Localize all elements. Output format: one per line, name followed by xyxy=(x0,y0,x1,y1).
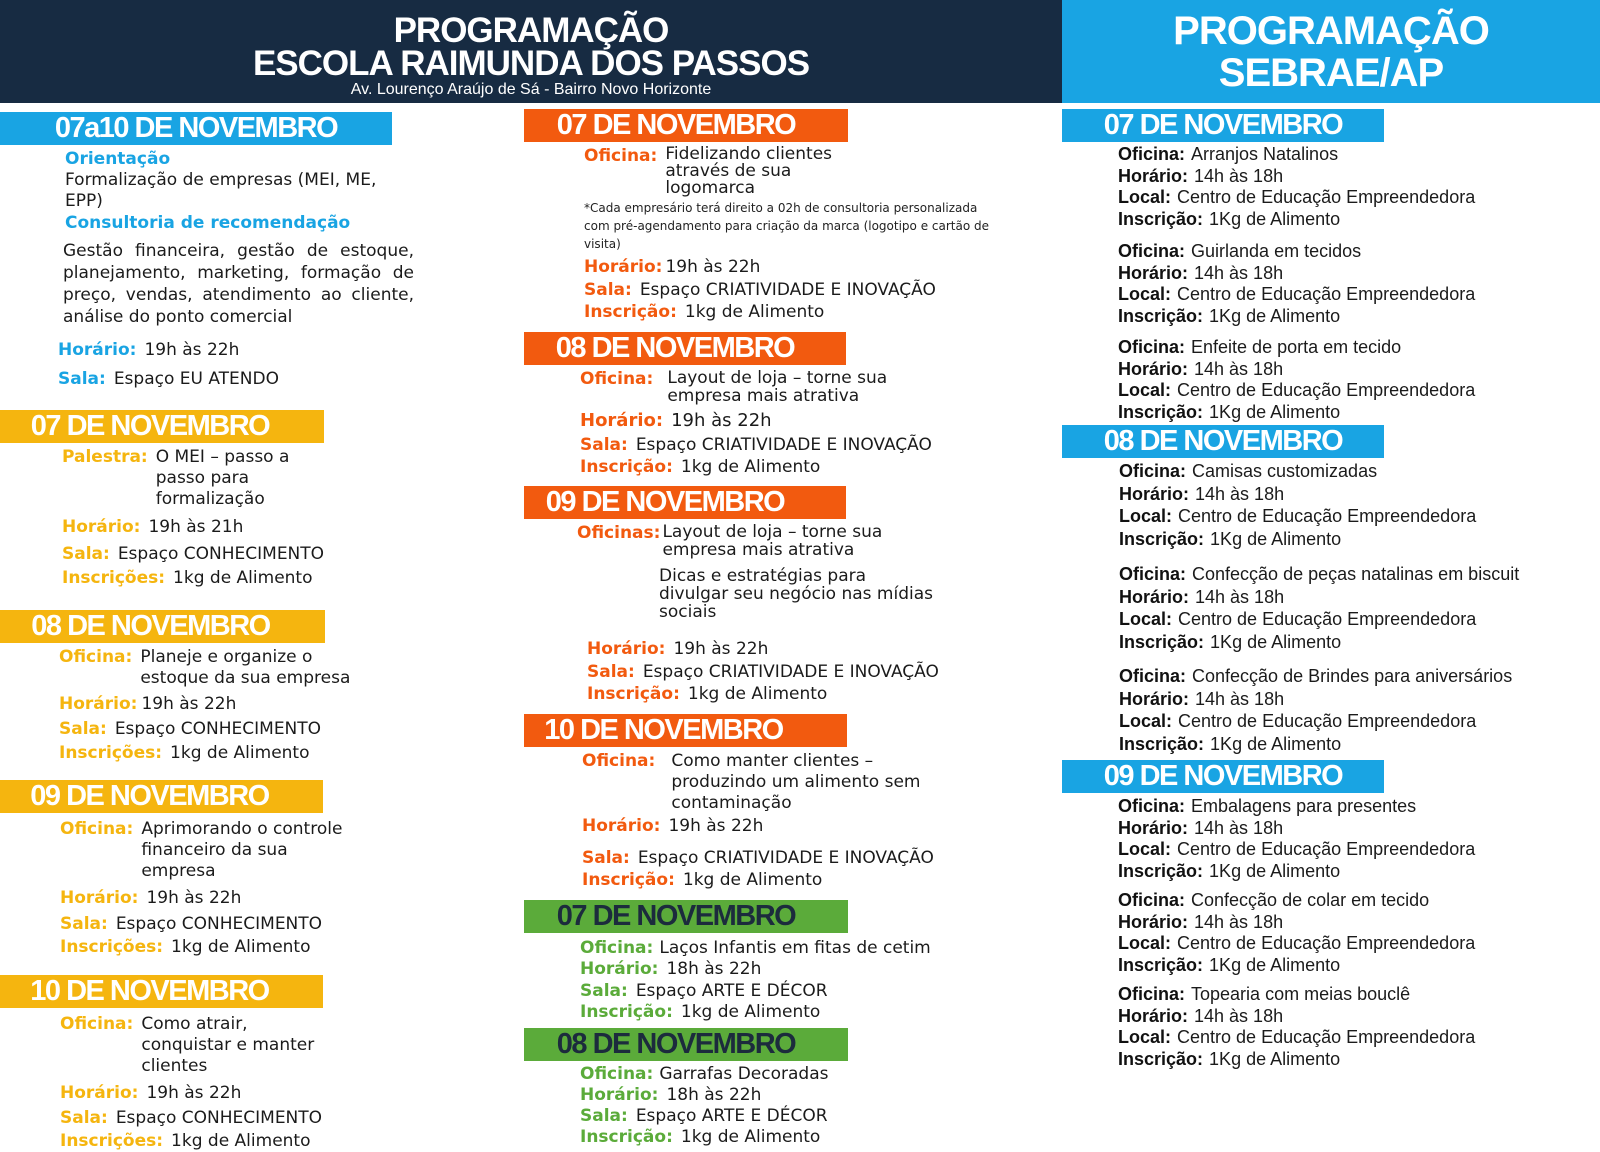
sebrae-workshop xyxy=(1118,337,1600,423)
inscricao-label: Inscrição: xyxy=(584,302,677,322)
left-column xyxy=(0,103,420,1152)
date-banner: 07 DE NOVEMBRO xyxy=(524,109,848,142)
inscricao-value: 1Kg de Alimento xyxy=(1210,733,1342,754)
oficina-label: Oficina: xyxy=(580,1064,654,1084)
oficina-label: Oficina: xyxy=(1119,461,1187,481)
oficina-label: Oficina: xyxy=(582,751,656,771)
date-banner: 09 DE NOVEMBRO xyxy=(0,780,323,813)
inscricao-value: 1kg de Alimento xyxy=(684,302,825,322)
oficina-title: Embalagens para presentes xyxy=(1191,796,1417,816)
oficinas-label: Oficinas: xyxy=(577,523,661,543)
sala-value: Espaço CONHECIMENTO xyxy=(117,544,325,564)
sebrae-workshop xyxy=(1118,890,1600,976)
sala-label: Sala: xyxy=(58,369,106,389)
oficina-label: Oficina: xyxy=(584,146,658,166)
sala-value: Espaço ARTE E DÉCOR xyxy=(635,1106,828,1126)
oficina-title: Topearia com meias bouclê xyxy=(1191,984,1411,1004)
inscricoes-value: 1kg de Alimento xyxy=(170,743,310,763)
header-title-line1: PROGRAMAÇÃO xyxy=(393,11,669,50)
inscricao-label: Inscrição: xyxy=(1118,401,1204,422)
inscricao-value: 1kg de Alimento xyxy=(680,457,821,477)
sebrae-day xyxy=(1062,425,1600,755)
inscricao-value: 1kg de Alimento xyxy=(687,684,828,704)
sala-label: Sala: xyxy=(580,1106,628,1126)
inscricao-value: 1kg de Alimento xyxy=(682,870,823,890)
inscricao-label: Inscrição: xyxy=(1118,208,1204,229)
oficina-title: Planeje e organize o estoque da sua empresa xyxy=(140,647,351,688)
header-sebrae xyxy=(1062,0,1600,103)
oficina-label: Oficina: xyxy=(60,819,134,839)
inscricao-label: Inscrição: xyxy=(1118,305,1204,326)
header-address: Av. Lourenço Araújo de Sá - Bairro Novo Horizonte xyxy=(350,81,712,98)
inscricao-value: 1Kg de Alimento xyxy=(1209,305,1341,326)
sala-value: Espaço CRIATIVIDADE E INOVAÇÃO xyxy=(637,848,934,868)
sebrae-workshop xyxy=(1118,144,1600,230)
event-block xyxy=(524,714,1024,891)
horario-label: Horário: xyxy=(60,888,139,908)
oficina-title-1: Layout de loja – torne sua empresa mais atrativa xyxy=(662,522,883,560)
sebrae-workshop xyxy=(1119,461,1600,550)
event-block xyxy=(524,486,1024,705)
header-sebrae-line2: SEBRAE/AP xyxy=(1218,51,1444,95)
inscricoes-label: Inscrições: xyxy=(60,1131,164,1151)
horario-label: Horário: xyxy=(60,1083,139,1103)
inscricao-value: 1Kg de Alimento xyxy=(1209,860,1341,881)
horario-value: 14h às 18h xyxy=(1194,358,1284,379)
oficina-title: Confecção de colar em tecido xyxy=(1191,890,1430,910)
horario-value: 14h às 18h xyxy=(1194,262,1284,283)
horario-value: 19h às 22h xyxy=(673,639,769,659)
palestra-label: Palestra: xyxy=(62,447,148,467)
oficina-label: Oficina: xyxy=(60,1014,134,1034)
horario-label: Horário: xyxy=(1119,483,1190,504)
sala-value: Espaço CRIATIVIDADE E INOVAÇÃO xyxy=(635,435,932,455)
oficina-title: Arranjos Natalinos xyxy=(1191,144,1339,164)
horario-value: 19h às 22h xyxy=(668,816,764,836)
horario-value: 18h às 22h xyxy=(666,959,762,979)
sala-value: Espaço ARTE E DÉCOR xyxy=(635,981,828,1001)
oficina-label: Oficina: xyxy=(1118,144,1186,164)
sala-value: Espaço CRIATIVIDADE E INOVAÇÃO xyxy=(642,662,939,682)
local-label: Local: xyxy=(1118,839,1172,859)
sebrae-day xyxy=(1062,760,1600,1070)
local-value: Centro de Educação Empreendedora xyxy=(1178,506,1477,526)
oficina-title: Layout de loja – torne sua empresa mais atrativa xyxy=(667,368,888,406)
sebrae-workshop xyxy=(1118,796,1600,882)
local-value: Centro de Educação Empreendedora xyxy=(1178,609,1477,629)
inscricao-label: Inscrição: xyxy=(1119,631,1205,652)
inscricoes-value: 1kg de Alimento xyxy=(173,568,313,588)
horario-value: 14h às 18h xyxy=(1194,817,1284,838)
sala-label: Sala: xyxy=(582,848,630,868)
oficina-title: Guirlanda em tecidos xyxy=(1191,241,1362,261)
local-value: Centro de Educação Empreendedora xyxy=(1177,187,1476,207)
horario-value: 14h às 18h xyxy=(1195,483,1285,504)
date-banner: 08 DE NOVEMBRO xyxy=(524,1028,848,1061)
horario-label: Horário: xyxy=(580,1085,659,1105)
inscricoes-label: Inscrições: xyxy=(62,568,166,588)
horario-label: Horário: xyxy=(1118,817,1189,838)
horario-label: Horário: xyxy=(580,410,664,431)
oficina-label: Oficina: xyxy=(1118,241,1186,261)
sala-label: Sala: xyxy=(580,435,628,455)
date-banner: 07 DE NOVEMBRO xyxy=(1062,109,1384,142)
oficina-label: Oficina: xyxy=(580,938,654,958)
consultoria-text: Gestão financeira, gestão de estoque, planejamento, marketing, formação de preço, vendas, atendimento ao cliente, análise do ponto comercial xyxy=(63,241,414,327)
oficina-title: Como manter clientes – produzindo um alimento sem contaminação xyxy=(671,751,921,813)
event-block xyxy=(524,332,1024,478)
horario-label: Horário: xyxy=(580,959,659,979)
orientacao-text: Formalização de empresas (MEI, ME, EPP) xyxy=(65,170,377,211)
horario-value: 19h às 22h xyxy=(144,340,240,360)
consultoria-label: Consultoria de recomendação xyxy=(65,213,351,233)
date-banner: 08 DE NOVEMBRO xyxy=(1062,425,1384,458)
horario-value: 19h às 22h xyxy=(671,410,772,431)
sala-label: Sala: xyxy=(580,981,628,1001)
sala-value: Espaço CONHECIMENTO xyxy=(115,1108,323,1128)
inscricao-value: 1Kg de Alimento xyxy=(1209,1048,1341,1069)
date-banner: 07 DE NOVEMBRO xyxy=(0,410,324,443)
local-label: Local: xyxy=(1119,506,1173,526)
horario-label: Horário: xyxy=(59,694,138,714)
oficina-label: Oficina: xyxy=(59,647,133,667)
event-block xyxy=(0,780,420,958)
sala-label: Sala: xyxy=(60,1108,108,1128)
sala-value: Espaço CRIATIVIDADE E INOVAÇÃO xyxy=(639,280,936,300)
inscricao-value: 1Kg de Alimento xyxy=(1210,631,1342,652)
event-block xyxy=(524,109,1024,323)
oficina-title: Confecção de peças natalinas em biscuit xyxy=(1192,564,1520,584)
horario-label: Horário: xyxy=(582,816,661,836)
inscricao-label: Inscrição: xyxy=(1118,1048,1204,1069)
local-label: Local: xyxy=(1118,284,1172,304)
date-banner: 07a10 DE NOVEMBRO xyxy=(0,112,392,145)
sebrae-day xyxy=(1062,109,1600,423)
oficina-title: Camisas customizadas xyxy=(1192,461,1378,481)
sala-value: Espaço CONHECIMENTO xyxy=(114,719,322,739)
event-block xyxy=(0,610,420,764)
local-label: Local: xyxy=(1119,609,1173,629)
horario-label: Horário: xyxy=(584,257,663,277)
local-value: Centro de Educação Empreendedora xyxy=(1178,711,1477,731)
date-banner: 09 DE NOVEMBRO xyxy=(1062,760,1384,793)
oficina-label: Oficina: xyxy=(1118,984,1186,1004)
inscricao-label: Inscrição: xyxy=(1118,860,1204,881)
header-title-line2: ESCOLA RAIMUNDA DOS PASSOS xyxy=(252,44,810,83)
horario-label: Horário: xyxy=(58,340,137,360)
event-block xyxy=(0,975,420,1152)
horario-label: Horário: xyxy=(587,639,666,659)
local-value: Centro de Educação Empreendedora xyxy=(1177,933,1476,953)
oficina-title: Confecção de Brindes para aniversários xyxy=(1192,666,1513,686)
sala-label: Sala: xyxy=(62,544,110,564)
oficina-title: Como atrair, conquistar e manter clientes xyxy=(141,1014,315,1076)
horario-value: 14h às 18h xyxy=(1195,586,1285,607)
oficina-label: Oficina: xyxy=(1119,666,1187,686)
local-value: Centro de Educação Empreendedora xyxy=(1177,839,1476,859)
horario-label: Horário: xyxy=(1118,165,1189,186)
horario-label: Horário: xyxy=(1118,262,1189,283)
inscricao-label: Inscrição: xyxy=(1119,528,1205,549)
oficina-label: Oficina: xyxy=(1118,796,1186,816)
horario-label: Horário: xyxy=(1119,586,1190,607)
header-sebrae-line1: PROGRAMAÇÃO xyxy=(1173,9,1489,53)
orientacao-label: Orientação xyxy=(65,149,171,169)
local-label: Local: xyxy=(1119,711,1173,731)
local-label: Local: xyxy=(1118,1027,1172,1047)
oficina-label: Oficina: xyxy=(580,369,654,389)
sala-label: Sala: xyxy=(587,662,635,682)
consultoria-note: *Cada empresário terá direito a 02h de consultoria personalizada com pré-agendamento para criação da marca (logotipo e cartão de visita) xyxy=(584,201,989,251)
horario-label: Horário: xyxy=(1118,1005,1189,1026)
local-value: Centro de Educação Empreendedora xyxy=(1177,380,1476,400)
inscricao-value: 1kg de Alimento xyxy=(680,1002,821,1022)
sala-label: Sala: xyxy=(584,280,632,300)
inscricao-value: 1Kg de Alimento xyxy=(1209,401,1341,422)
horario-value: 14h às 18h xyxy=(1195,688,1285,709)
horario-label: Horário: xyxy=(62,517,141,537)
sebrae-column xyxy=(1062,103,1600,1070)
inscricoes-value: 1kg de Alimento xyxy=(171,937,311,957)
event-block xyxy=(0,410,420,589)
sala-value: Espaço CONHECIMENTO xyxy=(115,914,323,934)
oficina-label: Oficina: xyxy=(1119,564,1187,584)
oficina-label: Oficina: xyxy=(1118,890,1186,910)
horario-value: 19h às 22h xyxy=(146,1083,242,1103)
inscricao-label: Inscrição: xyxy=(587,684,680,704)
inscricao-label: Inscrição: xyxy=(580,1127,673,1147)
local-label: Local: xyxy=(1118,380,1172,400)
inscricao-value: 1Kg de Alimento xyxy=(1209,954,1341,975)
oficina-title: Fidelizando clientes através de sua logomarca xyxy=(665,144,833,198)
header-escola xyxy=(0,0,1062,103)
local-label: Local: xyxy=(1118,933,1172,953)
inscricao-label: Inscrição: xyxy=(580,1002,673,1022)
date-banner: 09 DE NOVEMBRO xyxy=(524,486,846,519)
sala-label: Sala: xyxy=(60,914,108,934)
date-banner: 10 DE NOVEMBRO xyxy=(0,975,323,1008)
horario-value: 18h às 22h xyxy=(666,1085,762,1105)
date-banner: 07 DE NOVEMBRO xyxy=(524,900,848,933)
horario-value: 14h às 18h xyxy=(1194,1005,1284,1026)
oficina-title: Aprimorando o controle financeiro da sua empresa xyxy=(141,819,343,881)
inscricoes-label: Inscrições: xyxy=(60,937,164,957)
inscricoes-label: Inscrições: xyxy=(59,743,163,763)
event-block xyxy=(0,112,420,390)
date-banner: 08 DE NOVEMBRO xyxy=(0,610,325,643)
inscricoes-value: 1kg de Alimento xyxy=(171,1131,311,1151)
sebrae-workshop xyxy=(1118,984,1600,1070)
inscricao-value: 1Kg de Alimento xyxy=(1210,528,1342,549)
sala-label: Sala: xyxy=(59,719,107,739)
inscricao-value: 1Kg de Alimento xyxy=(1209,208,1341,229)
inscricao-label: Inscrição: xyxy=(1119,733,1205,754)
event-block xyxy=(524,1028,1024,1148)
oficina-label: Oficina: xyxy=(1118,337,1186,357)
inscricao-value: 1kg de Alimento xyxy=(680,1127,821,1147)
horario-value: 19h às 22h xyxy=(146,888,242,908)
palestra-title: O MEI – passo a passo para formalização xyxy=(155,447,290,509)
sala-value: Espaço EU ATENDO xyxy=(113,369,279,389)
date-banner: 08 DE NOVEMBRO xyxy=(524,332,846,365)
date-banner: 10 DE NOVEMBRO xyxy=(524,714,847,747)
inscricao-label: Inscrição: xyxy=(582,870,675,890)
local-label: Local: xyxy=(1118,187,1172,207)
horario-value: 14h às 18h xyxy=(1194,911,1284,932)
horario-value: 19h às 22h xyxy=(141,694,237,714)
sebrae-workshop xyxy=(1118,241,1600,327)
horario-label: Horário: xyxy=(1119,688,1190,709)
oficina-title: Garrafas Decoradas xyxy=(659,1064,829,1084)
oficina-title-2: Dicas e estratégias para divulgar seu negócio nas mídias sociais xyxy=(659,566,933,622)
horario-value: 19h às 21h xyxy=(148,517,244,537)
sebrae-workshop xyxy=(1119,564,1600,653)
oficina-title: Enfeite de porta em tecido xyxy=(1191,337,1402,357)
horario-label: Horário: xyxy=(1118,911,1189,932)
oficina-title: Laços Infantis em fitas de cetim xyxy=(659,938,931,958)
horario-value: 19h às 22h xyxy=(665,257,761,277)
local-value: Centro de Educação Empreendedora xyxy=(1177,284,1476,304)
local-value: Centro de Educação Empreendedora xyxy=(1177,1027,1476,1047)
inscricao-label: Inscrição: xyxy=(1118,954,1204,975)
sebrae-workshop xyxy=(1119,666,1600,755)
inscricao-label: Inscrição: xyxy=(580,457,673,477)
event-block xyxy=(524,900,1024,1023)
horario-value: 14h às 18h xyxy=(1194,165,1284,186)
middle-column xyxy=(524,103,1024,1148)
horario-label: Horário: xyxy=(1118,358,1189,379)
